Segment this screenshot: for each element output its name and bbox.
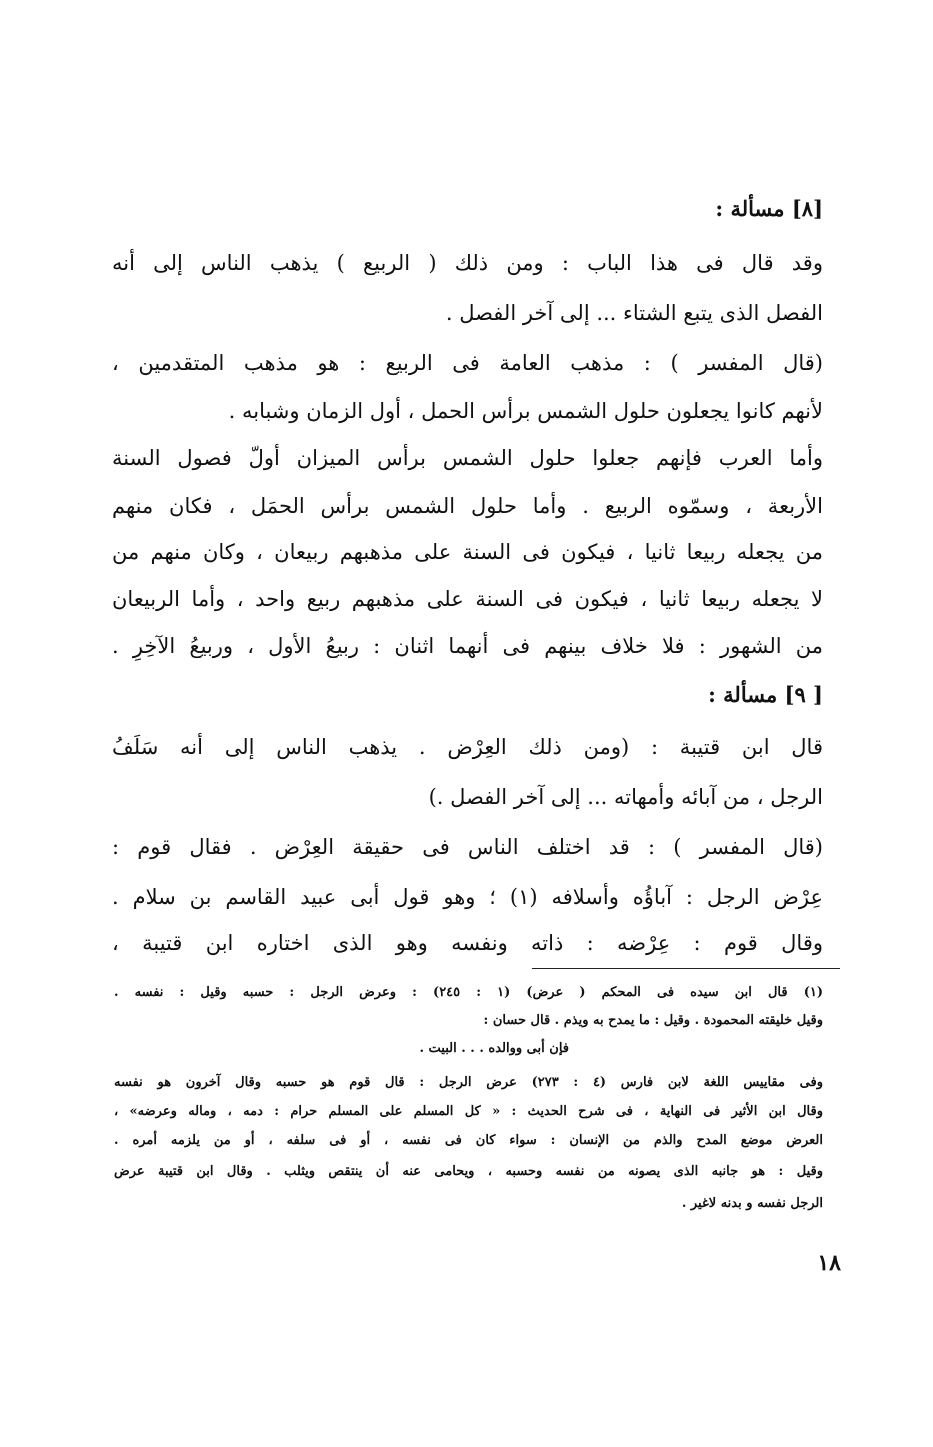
paragraph-3-line-4: لا يجعله ربيعا ثانيا ، فيكون فى السنة على مذهبهم ربيع واحد ، وأما الربيعان — [112, 587, 823, 611]
section-heading-9: [ ٩] مسألة : — [708, 682, 823, 707]
paragraph-5-line-2: عِرْض الرجل : آباؤُه وأسلافه (١) ؛ وهو قول أبى عبيد القاسم بن سلام . — [112, 885, 823, 909]
paragraph-3-line-1: وأما العرب فإنهم جعلوا حلول الشمس برأس الميزان أولّ فصول السنة — [112, 446, 823, 470]
footnote-line-7: وقيل : هو جانبه الذى يصونه من نفسه وحسبه ، ويحامى عنه أن ينتقص ويثلب . وقال ابن قتيبة عرض — [114, 1164, 823, 1179]
section-heading-8: [٨] مسألة : — [715, 196, 823, 221]
footnote-line-6: العرض موضع المدح والذم من الإنسان : سواء كان فى نفسه ، أو فى سلفه ، أو من يلزمه أمره . — [114, 1133, 823, 1148]
paragraph-2-line-2: لأنهم كانوا يجعلون حلول الشمس برأس الحمل ، أول الزمان وشبابه . — [228, 399, 823, 423]
paragraph-3-line-3: من يجعله ربيعا ثانيا ، فيكون فى السنة على مذهبهم ربيعان ، وكان منهم من — [112, 540, 823, 564]
footnote-line-2: وقيل خليقته المحمودة . وقيل : ما يمدح به ويذم . قال حسان : — [483, 1013, 823, 1028]
footnote-line-5: وقال ابن الأثير فى النهاية ، فى شرح الحديث : « كل المسلم على المسلم حرام : دمه ، وماله وعرضه» ، — [114, 1104, 823, 1119]
paragraph-4-line-2: الرجل ، من آبائه وأمهاته ... إلى آخر الفصل .) — [428, 785, 823, 809]
page-number: ١٨ — [817, 1250, 841, 1276]
footnote-line-3: فإن أبى ووالده . . . البيت . — [419, 1041, 569, 1056]
paragraph-2-line-1: (قال المفسر ) : مذهب العامة فى الربيع : هو مذهب المتقدمين ، — [112, 351, 823, 375]
paragraph-4-line-1: قال ابن قتيبة : (ومن ذلك العِرْض . يذهب الناس إلى أنه سَلَفُ — [112, 735, 823, 759]
paragraph-5-line-1: (قال المفسر ) : قد اختلف الناس فى حقيقة العِرْض . فقال قوم : — [112, 835, 823, 859]
paragraph-3-line-2: الأربعة ، وسمّوه الربيع . وأما حلول الشمس برأس الحمَل ، فكان منهم — [112, 494, 823, 518]
footnote-line-4: وفى مقاييس اللغة لابن فارس (٤ : ٢٧٣) عرض الرجل : قال قوم هو حسبه وقال آخرون هو نفسه — [114, 1075, 823, 1090]
footnote-line-8: الرجل نفسه و بدنه لاغير . — [681, 1196, 823, 1211]
footnote-line-1: (١) قال ابن سيده فى المحكم ( عرض) (١ : ٢٤٥) : وعرض الرجل : حسبه وقيل : نفسه . — [114, 985, 824, 1000]
paragraph-1-line-1: وقد قال فى هذا الباب : ومن ذلك ( الربيع ) يذهب الناس إلى أنه — [112, 251, 823, 275]
footnote-separator — [532, 968, 840, 969]
paragraph-5-line-3: وقال قوم : عِرْضه : ذاته ونفسه وهو الذى اختاره ابن قتيبة ، — [112, 931, 823, 955]
paragraph-1-line-2: الفصل الذى يتبع الشتاء ... إلى آخر الفصل . — [445, 301, 823, 325]
paragraph-3-line-5: من الشهور : فلا خلاف بينهم فى أنهما اثنان : ربيعُ الأول ، وربيعُ الآخِرِ . — [112, 634, 823, 658]
